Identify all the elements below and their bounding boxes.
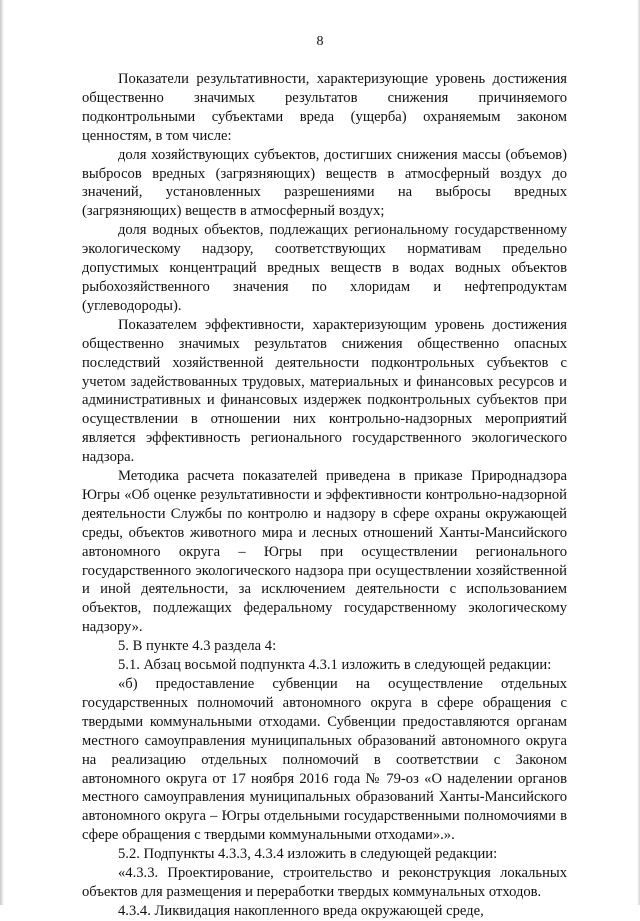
paragraph-item-5: 5. В пункте 4.3 раздела 4: — [118, 638, 277, 655]
paragraph-item-4-3-3: «4.3.3. Проектирование, строительство и реконструкция локальных объектов для размещения и переработки твердых коммунальных отходов. — [82, 865, 567, 900]
paragraph-efficiency-indicator: Показателем эффективности, характеризующим уровень достижения общественно значимых результатов снижения общественно опасных последствий хозяйственной деятельности подконтрольных субъектов с учетом задействованных трудовых, материальных и финансовых ресурсов и административных и финансовых издержек подконтрольных субъектов при осуществлении в отношении них контрольно-надзорных мероприятий является эффективность регионального государственного экологического надзора. — [82, 316, 567, 466]
paragraph-subvention: «б) предоставление субвенции на осуществление отдельных государственных полномочий автономного округа в сфере обращения с твердыми коммунальными отходами. Субвенции предоставляются органам местного самоуправления муниципальных образований автономного округа на реализацию отдельных полномочий в соответствии с Законом автономного округа от 17 ноября 2016 года № 79-оз «О наделении органов местного самоуправления муниципальных образований Ханты-Мансийского автономного округа – Югры отдельными государственными полномочиями в сфере обращения с твердыми коммунальными отходами».». — [82, 676, 567, 844]
paragraph-emissions-share: доля хозяйствующих субъектов, достигших снижения массы (объемов) выбросов вредных (загрязняющих) веществ в атмосферный воздух до значений, установленных разрешениями на выбросы вредных (загрязняющих) веществ в атмосферный воздух; — [82, 146, 567, 220]
scan-edge-left — [0, 0, 4, 905]
page-number: 8 — [316, 34, 324, 49]
paragraph-item-5-2: 5.2. Подпункты 4.3.3, 4.3.4 изложить в следующей редакции: — [118, 846, 498, 863]
paragraph-methodology: Методика расчета показателей приведена в приказе Природнадзора Югры «Об оценке результативности и эффективности контрольно-надзорной деятельности Службы по контролю и надзору в сфере охраны окружающей среды, объектов животного мира и лесных отношений Ханты-Мансийского автономного округа – Югры при осуществлении регионального государственного экологического надзора при осуществлении хозяйственной и иной деятельности, за исключением деятельности с использованием объектов, подлежащих федеральному государственному экологическому надзору». — [82, 468, 567, 636]
paragraph-item-4-3-4: 4.3.4. Ликвидация накопленного вреда окружающей среде, — [118, 902, 484, 919]
document-body — [82, 70, 567, 921]
paragraph-item-5-1: 5.1. Абзац восьмой подпункта 4.3.1 изложить в следующей редакции: — [118, 657, 552, 674]
paragraph-performance-indicators: Показатели результативности, характеризующие уровень достижения общественно значимых результатов снижения причиняемого подконтрольными субъектами вреда (ущерба) охраняемым законом ценностям, в том числе: — [82, 71, 567, 144]
paragraph-water-objects-share: доля водных объектов, подлежащих региональному государственному экологическому надзору, соответствующих нормативам предельно допустимых концентраций вредных веществ в водах водных объектов рыбохозяйственного значения по хлоридам и нефтепродуктам (углеводороды). — [82, 222, 567, 314]
